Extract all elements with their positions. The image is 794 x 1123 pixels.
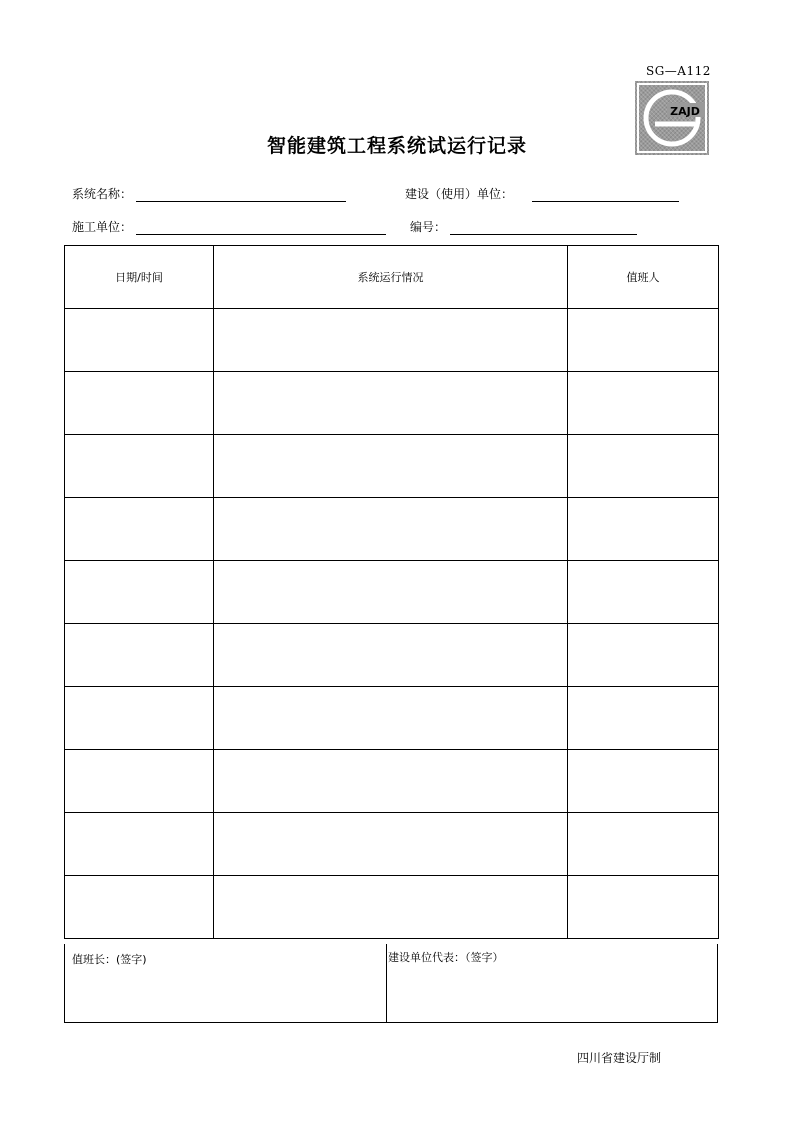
datetime-cell[interactable] [65,687,214,750]
serial-number-input-line[interactable] [450,219,637,235]
table-row [65,624,719,687]
datetime-cell[interactable] [65,561,214,624]
datetime-cell[interactable] [65,435,214,498]
duty-person-cell[interactable] [568,372,719,435]
table-row [65,435,719,498]
system-name-label: 系统名称： [72,187,133,201]
table-row [65,498,719,561]
serial-number-label: 编号： [410,220,447,234]
duty-person-cell[interactable] [568,309,719,372]
operation-status-cell[interactable] [214,687,568,750]
issuer-note: 四川省建设厅制 [577,1051,662,1065]
table-row [65,750,719,813]
duty-person-cell[interactable] [568,498,719,561]
duty-person-cell[interactable] [568,561,719,624]
operation-status-cell[interactable] [214,498,568,561]
builder-unit-label: 施工单位： [72,220,133,234]
operation-status-cell[interactable] [214,435,568,498]
datetime-cell[interactable] [65,813,214,876]
operation-status-cell[interactable] [214,372,568,435]
table-row [65,561,719,624]
owner-rep-signature[interactable]: 建设单位代表：（签字） [388,951,504,964]
table-row [65,309,719,372]
datetime-cell[interactable] [65,498,214,561]
duty-person-cell[interactable] [568,687,719,750]
duty-person-cell[interactable] [568,876,719,939]
header-datetime: 日期/时间 [65,246,214,309]
datetime-cell[interactable] [65,750,214,813]
table-row [65,813,719,876]
duty-person-cell[interactable] [568,624,719,687]
signature-section [64,944,718,1023]
signature-divider [386,944,387,1022]
builder-unit-input-line[interactable] [136,219,386,235]
datetime-cell[interactable] [65,624,214,687]
datetime-cell[interactable] [65,309,214,372]
svg-text:ZAJD: ZAJD [670,105,700,118]
table-row [65,687,719,750]
builder-unit-field[interactable] [72,219,392,235]
operation-status-cell[interactable] [214,750,568,813]
system-name-input-line[interactable] [136,186,346,202]
operation-status-cell[interactable] [214,309,568,372]
system-name-field[interactable] [72,186,352,202]
page-title: 智能建筑工程系统试运行记录 [266,135,527,157]
operation-status-cell[interactable] [214,624,568,687]
table-row [65,876,719,939]
owner-unit-input-line[interactable] [532,186,679,202]
operation-record-table [64,245,719,939]
table-header-row [65,246,719,309]
table-row [65,372,719,435]
owner-unit-field[interactable] [405,186,685,202]
datetime-cell[interactable] [65,372,214,435]
duty-person-cell[interactable] [568,435,719,498]
operation-status-cell[interactable] [214,813,568,876]
owner-unit-label: 建设（使用）单位： [405,187,514,201]
form-code: SG—A112 [646,64,711,78]
duty-person-cell[interactable] [568,750,719,813]
duty-person-cell[interactable] [568,813,719,876]
operation-status-cell[interactable] [214,561,568,624]
operation-status-cell[interactable] [214,876,568,939]
serial-number-field[interactable] [410,219,640,235]
shift-leader-signature[interactable]: 值班长：(签字) [72,953,147,966]
header-operation-status: 系统运行情况 [214,246,568,309]
header-duty-person: 值班人 [568,246,719,309]
datetime-cell[interactable] [65,876,214,939]
